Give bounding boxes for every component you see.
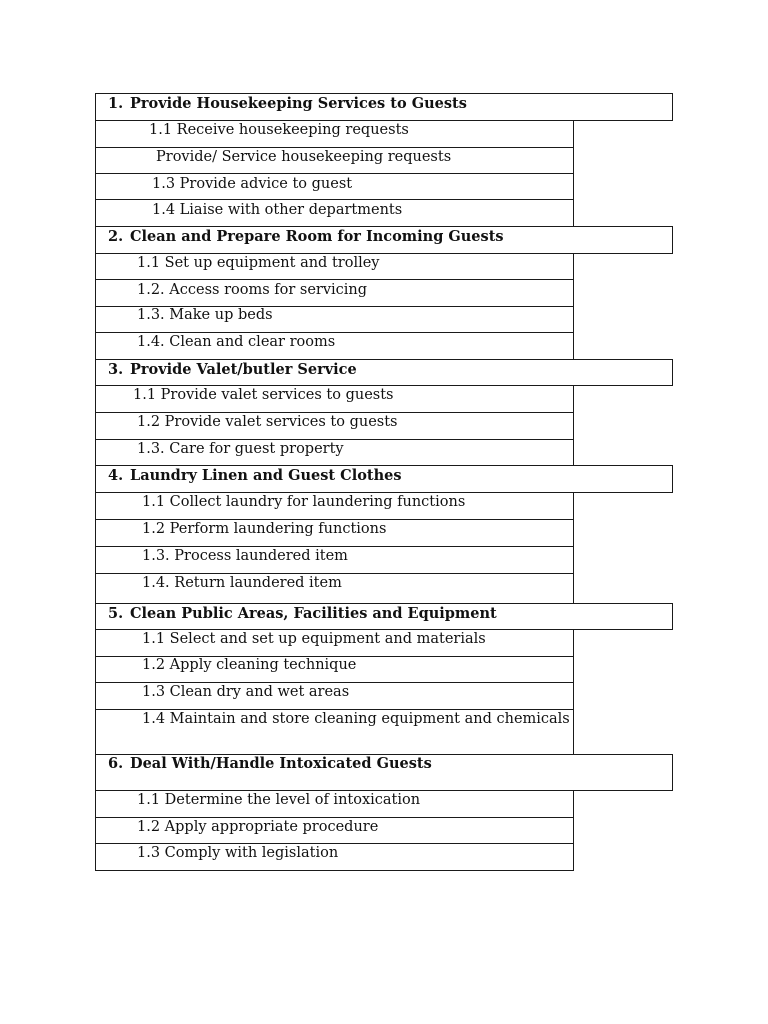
- section-title: Clean Public Areas, Facilities and Equipment: [130, 605, 497, 622]
- section-number: 6.: [108, 755, 124, 772]
- item-text: Provide/ Service housekeeping requests: [156, 149, 452, 165]
- table-row: [95, 682, 574, 710]
- item-text: 1.4. Return laundered item: [142, 575, 342, 591]
- section-2-header: [95, 226, 673, 254]
- item-text: 1.3 Provide advice to guest: [152, 176, 353, 192]
- item-text: 1.1 Collect laundry for laundering functions: [142, 494, 466, 510]
- item-text: 1.1 Provide valet services to guests: [133, 387, 394, 403]
- table-row: [95, 709, 574, 755]
- section-6-header: [95, 754, 673, 791]
- item-text: 1.3 Clean dry and wet areas: [142, 684, 350, 700]
- item-text: 1.2 Provide valet services to guests: [137, 414, 398, 430]
- item-text: 1.3 Comply with legislation: [137, 845, 339, 861]
- item-text: 1.4 Liaise with other departments: [152, 202, 403, 218]
- item-text: 1.1 Select and set up equipment and materials: [142, 631, 486, 647]
- table-row: [95, 629, 574, 657]
- item-text: 1.1 Determine the level of intoxication: [137, 792, 421, 808]
- section-title: Deal With/Handle Intoxicated Guests: [130, 755, 432, 772]
- item-text: 1.3. Make up beds: [137, 307, 273, 323]
- item-text: 1.1 Receive housekeeping requests: [149, 122, 409, 138]
- table-row: [95, 439, 574, 466]
- item-text: 1.2. Access rooms for servicing: [137, 282, 368, 298]
- table-row: [95, 817, 574, 844]
- section-title: Provide Valet/butler Service: [130, 361, 357, 378]
- section-title: Laundry Linen and Guest Clothes: [130, 467, 402, 484]
- section-number: 2.: [108, 228, 124, 245]
- item-text: 1.3. Care for guest property: [137, 441, 344, 457]
- item-text: 1.3. Process laundered item: [142, 548, 348, 564]
- item-text: 1.2 Apply appropriate procedure: [137, 819, 379, 835]
- section-number: 4.: [108, 467, 124, 484]
- table-row: [95, 843, 574, 871]
- section-1-header: [95, 93, 673, 121]
- table-row: [95, 120, 574, 148]
- table-row: [95, 147, 574, 174]
- table-row: [95, 306, 574, 333]
- table-row: [95, 573, 574, 604]
- table-row: [95, 385, 574, 413]
- section-5-header: [95, 603, 673, 630]
- table-row: [95, 412, 574, 440]
- section-4-header: [95, 465, 673, 493]
- table-row: [95, 199, 574, 227]
- table-row: [95, 546, 574, 574]
- table-row: [95, 279, 574, 307]
- item-text: 1.2 Apply cleaning technique: [142, 657, 357, 673]
- table-row: [95, 173, 574, 200]
- table-row: [95, 790, 574, 818]
- item-text: 1.1 Set up equipment and trolley: [137, 255, 380, 271]
- table-row: [95, 332, 574, 360]
- section-title: Provide Housekeeping Services to Guests: [130, 95, 467, 112]
- table-row: [95, 253, 574, 280]
- section-number: 1.: [108, 95, 124, 112]
- table-row: [95, 656, 574, 683]
- item-text: 1.2 Perform laundering functions: [142, 521, 387, 537]
- section-title: Clean and Prepare Room for Incoming Guests: [130, 228, 504, 245]
- table-row: [95, 492, 574, 520]
- section-number: 3.: [108, 361, 124, 378]
- section-3-header: [95, 359, 673, 386]
- section-number: 5.: [108, 605, 124, 622]
- item-text: 1.4. Clean and clear rooms: [137, 334, 336, 350]
- item-text: 1.4 Maintain and store cleaning equipment and chemicals: [142, 711, 570, 727]
- table-row: [95, 519, 574, 547]
